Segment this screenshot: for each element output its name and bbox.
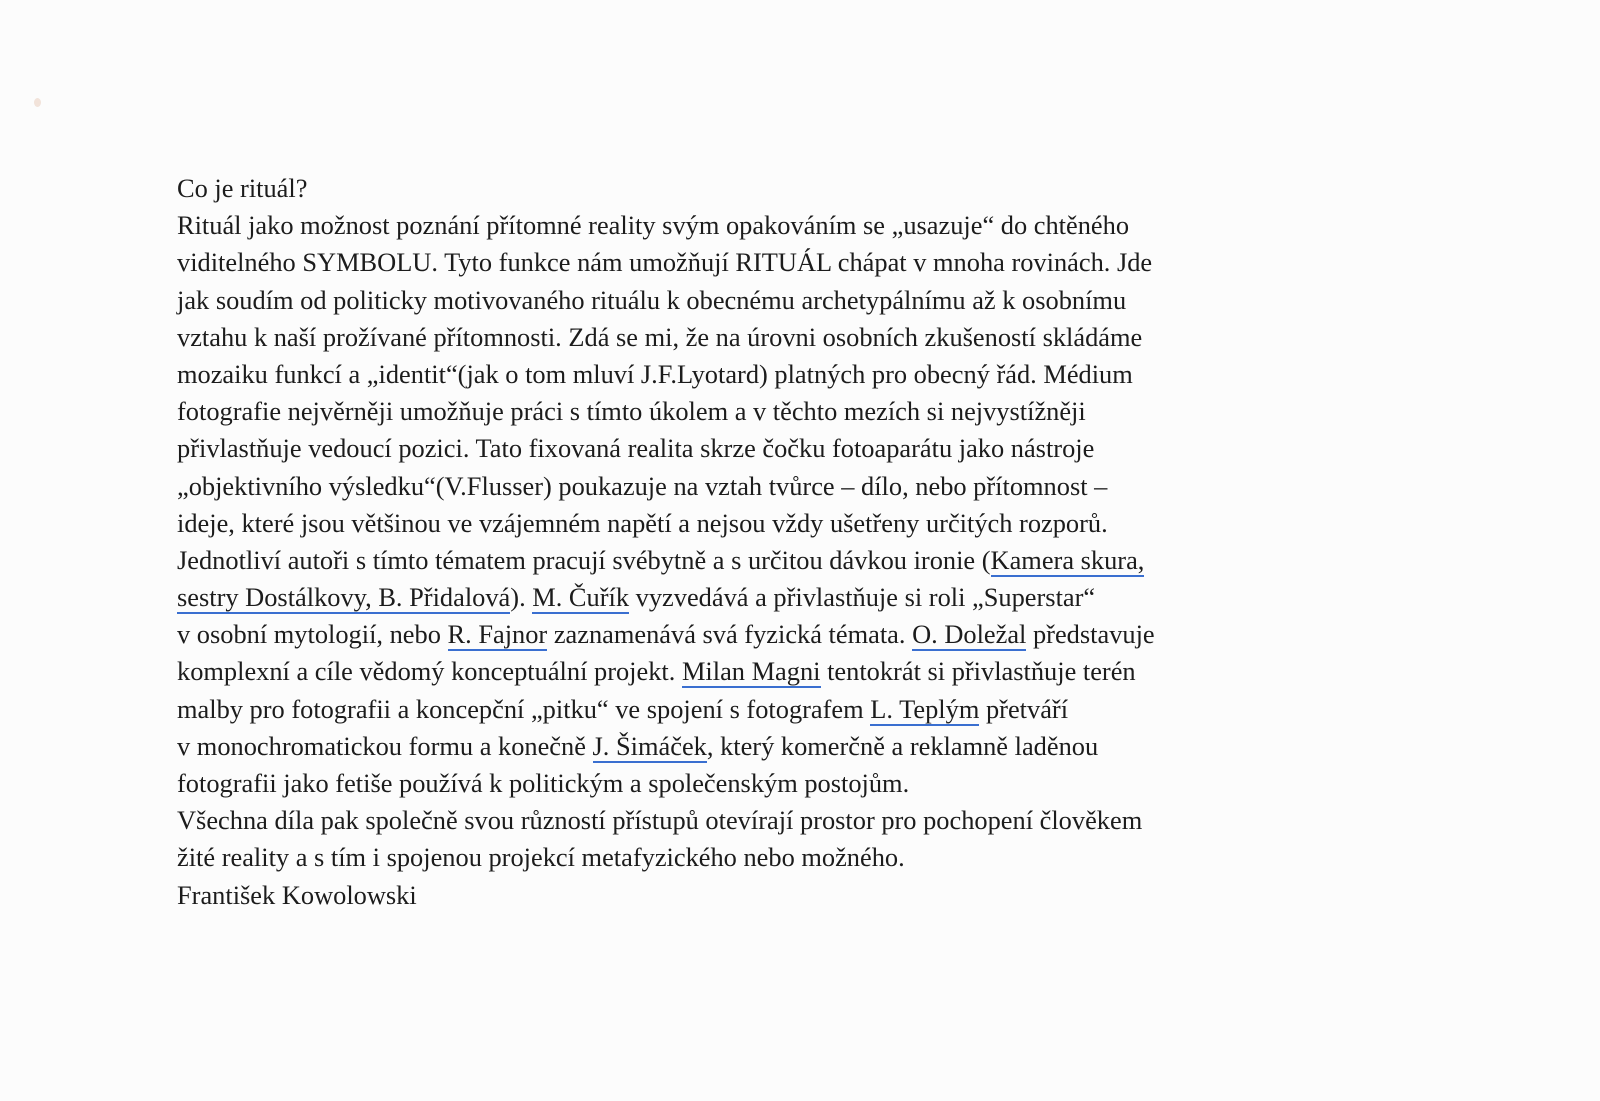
text-line: viditelného SYMBOLU. Tyto funkce nám umožňují RITUÁL chápat v mnoha rovinách. Jde (177, 247, 1153, 278)
text-line (177, 691, 1437, 728)
text-line (177, 579, 1437, 616)
text-line: jak soudím od politicky motivovaného rituálu k obecnému archetypálnímu až k osobnímu (177, 284, 1127, 315)
text-line (177, 653, 1437, 690)
heading-line: Co je rituál? (177, 173, 308, 203)
text-line: ideje, které jsou většinou ve vzájemném napětí a nejsou vždy ušetřeny určitých rozporů. (177, 507, 1108, 538)
underlined-name: L. Teplým (870, 693, 980, 724)
text-line (177, 616, 1437, 653)
underlined-name: O. Doležal (912, 619, 1027, 650)
text-line: žité reality a s tím i spojenou projekcí metafyzického nebo možného. (177, 842, 905, 873)
text-line: přivlastňuje vedoucí pozici. Tato fixovaná realita skrze čočku fotoaparátu jako nástroje (177, 433, 1095, 464)
text-line (177, 542, 1437, 579)
text-segment: představuje (1026, 619, 1155, 650)
text-segment: zaznamenává svá fyzická témata. (547, 619, 913, 650)
text-segment: v osobní mytologií, nebo (177, 619, 448, 650)
text-segment: , který komerčně a reklamně laděnou (706, 730, 1099, 761)
document-text (177, 170, 1437, 914)
text-line: mozaiku funkcí a „identit“(jak o tom mluví J.F.Lyotard) platných pro obecný řád. Médium (177, 358, 1133, 389)
underlined-name: M. Čuřík (532, 582, 630, 613)
text-line: fotografie nejvěrněji umožňuje práci s tímto úkolem a v těchto mezích si nejvystížněji (177, 396, 1086, 427)
text-segment: ). (510, 582, 533, 613)
text-segment: Jednotliví autoři s tímto tématem pracují svébytně a s určitou dávkou ironie ( (177, 544, 991, 575)
text-segment: vyzvedává a přivlastňuje si roli „Superstar“ (629, 582, 1096, 613)
underlined-name: Kamera skura, (990, 544, 1145, 575)
text-segment: přetváří (979, 693, 1069, 724)
text-segment: tentokrát si přivlastňuje terén (820, 656, 1136, 687)
underlined-name: Milan Magni (681, 656, 821, 687)
underlined-name: sestry Dostálkovy, B. Přidalová (177, 582, 511, 613)
text-line: fotografii jako fetiše používá k politickým a společenským postojům. (177, 768, 910, 798)
text-line: Rituál jako možnost poznání přítomné reality svým opakováním se „usazuje“ do chtěného (177, 210, 1130, 241)
text-line: „objektivního výsledku“(V.Flusser) poukazuje na vztah tvůrce – dílo, nebo přítomnost – (177, 470, 1108, 501)
text-line: Všechna díla pak společně svou růzností přístupů otevírají prostor pro pochopení člověkem (177, 805, 1143, 836)
text-segment: v monochromatickou formu a konečně (177, 730, 593, 761)
text-segment: komplexní a cíle vědomý konceptuální projekt. (177, 656, 682, 687)
author-signature: František Kowolowski (177, 879, 417, 910)
text-line (177, 728, 1437, 765)
text-segment: malby pro fotografii a koncepční „pitku“ ve spojení s fotografem (177, 693, 871, 724)
text-line: vztahu k naší prožívané přítomnosti. Zdá se mi, že na úrovni osobních zkušeností skládáme (177, 321, 1143, 352)
underlined-name: J. Šimáček (592, 730, 707, 761)
underlined-name: R. Fajnor (447, 619, 548, 650)
paper-speck (34, 98, 41, 107)
